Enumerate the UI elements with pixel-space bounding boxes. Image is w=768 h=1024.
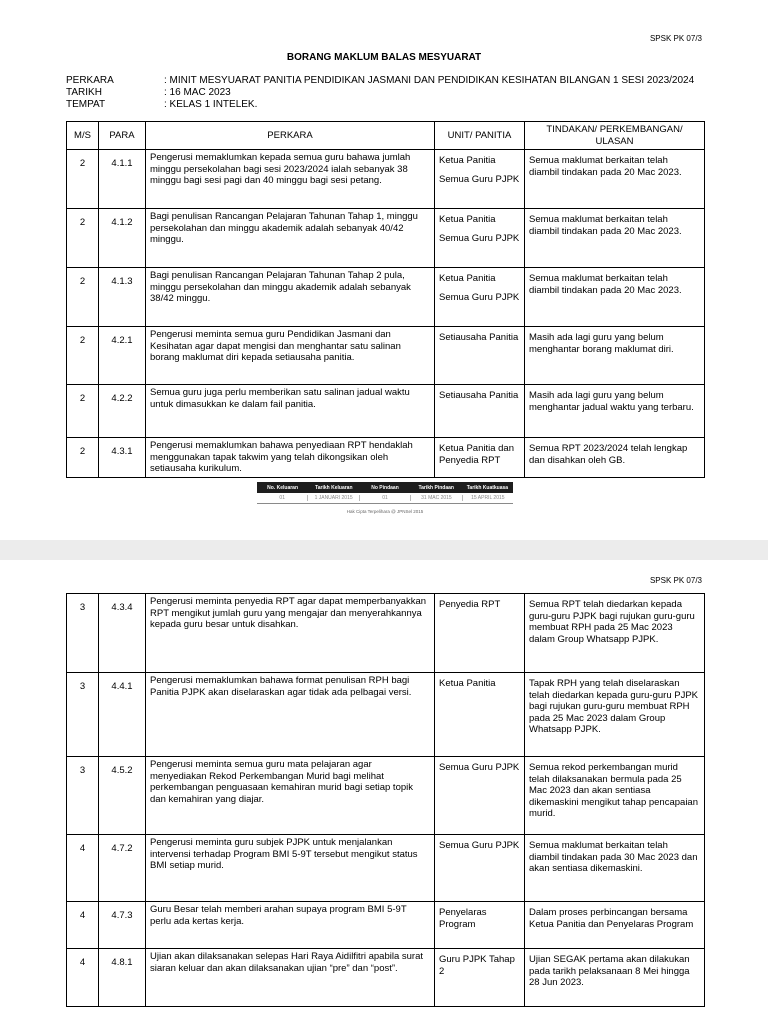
meeting-info-value: : 16 MAC 2023 (164, 87, 231, 98)
cell-tindakan: Semua RPT 2023/2024 telah lengkap dan disahkan oleh GB. (525, 438, 705, 478)
cell-perkara: Guru Besar telah memberi arahan supaya program BMI 5-9T perlu ada kertas kerja. (146, 902, 435, 949)
unit-line: Semua Guru PJPK (439, 762, 520, 773)
doc-control-value: 01 (257, 495, 308, 501)
unit-line: Penyedia RPT (439, 599, 501, 610)
cell-perkara: Bagi penulisan Rancangan Pelajaran Tahunan Tahap 1, minggu persekolahan dan minggu akademik adalah sebanyak 40/42 minggu. (146, 209, 435, 268)
cell-ms: 4 (67, 835, 99, 902)
cell-unit (435, 757, 525, 835)
table-row (67, 150, 705, 209)
table-row (67, 835, 705, 902)
doc-control-header: No. Keluaran (267, 484, 299, 491)
unit-line: Ketua Panitia (439, 678, 496, 689)
cell-ms: 2 (67, 438, 99, 478)
cell-unit (435, 385, 525, 438)
cell-para: 4.7.3 (99, 902, 146, 949)
unit-line: Semua Guru PJPK (439, 173, 520, 185)
doc-control-value: 15 APRIL 2015 (471, 495, 505, 501)
header-perkara: PERKARA (146, 122, 435, 150)
cell-perkara: Semua guru juga perlu memberikan satu salinan jadual waktu untuk dimasukkan ke dalam fail panitia. (146, 385, 435, 438)
page-separator (0, 540, 768, 560)
unit-line: Ketua Panitia (439, 273, 496, 284)
cell-unit (435, 209, 525, 268)
cell-para: 4.2.2 (99, 385, 146, 438)
cell-perkara: Ujian akan dilaksanakan selepas Hari Raya Aidilfitri apabila surat siaran keluar dan akan dilaksanakan ujian “pre” dan “post”. (146, 949, 435, 1007)
form-code: SPSK PK 07/3 (649, 34, 702, 43)
doc-control-header: Tarikh Keluaran (315, 484, 353, 491)
meeting-info-label: TEMPAT (66, 99, 106, 110)
cell-para: 4.1.1 (99, 150, 146, 209)
table-row (67, 902, 705, 949)
header-unit: UNIT/ PANITIA (435, 122, 525, 150)
meeting-info (66, 75, 694, 111)
cell-ms: 2 (67, 385, 99, 438)
cell-tindakan: Masih ada lagi guru yang belum menghantar jadual waktu yang terbaru. (525, 385, 705, 438)
cell-perkara: Pengerusi memaklumkan bahawa penyediaan RPT hendaklah menggunakan tapak takwim yang telah dikongsikan oleh setiausaha kurikulum. (146, 438, 435, 478)
cell-para: 4.2.1 (99, 327, 146, 385)
unit-line: Penyelaras Program (439, 907, 487, 930)
unit-line: Setiausaha Panitia (439, 332, 519, 343)
copyright-notice: Hak Cipta Terpelihara @ JPNSel 2015 (346, 509, 424, 514)
cell-perkara: Pengerusi meminta penyedia RPT agar dapat memperbanyakkan RPT mengikut jumlah guru yang mengajar dan menyerahkannya kepada guru besar untuk disahkan. (146, 594, 435, 673)
unit-line: Setiausaha Panitia (439, 390, 519, 401)
cell-ms: 3 (67, 594, 99, 673)
cell-unit (435, 150, 525, 209)
unit-line: Ketua Panitia dan Penyedia RPT (439, 443, 515, 466)
cell-para: 4.8.1 (99, 949, 146, 1007)
cell-unit (435, 949, 525, 1007)
cell-tindakan: Ujian SEGAK pertama akan dilakukan pada tarikh pelaksanaan 8 Mei hingga 28 Jun 2023. (525, 949, 705, 1007)
unit-line: Semua Guru PJPK (439, 840, 520, 851)
document-title: BORANG MAKLUM BALAS MESYUARAT (286, 52, 482, 63)
unit-line: Guru PJPK Tahap 2 (439, 954, 515, 977)
doc-control-value: 1 JANUARI 2015 (308, 495, 359, 501)
cell-para: 4.3.4 (99, 594, 146, 673)
cell-tindakan: Semua rekod perkembangan murid telah dilaksanakan bermula pada 25 Mac 2023 dan akan sentiasa dikemaskini mengikut tahap pencapaian murid. (525, 757, 705, 835)
cell-para: 4.3.1 (99, 438, 146, 478)
meeting-info-row (66, 87, 694, 99)
document-page-2 (0, 560, 768, 1024)
unit-line: Semua Guru PJPK (439, 291, 520, 303)
cell-ms: 3 (67, 757, 99, 835)
unit-line: Semua Guru PJPK (439, 232, 520, 244)
doc-control-header: Tarikh Kuatkuasa (466, 484, 509, 491)
cell-perkara: Pengerusi memaklumkan bahawa format penulisan RPH bagi Panitia PJPK akan diselaraskan agar tidak ada pelbagai versi. (146, 673, 435, 757)
cell-ms: 2 (67, 327, 99, 385)
cell-tindakan: Semua maklumat berkaitan telah diambil tindakan pada 20 Mac 2023. (525, 268, 705, 327)
cell-ms: 4 (67, 949, 99, 1007)
cell-para: 4.4.1 (99, 673, 146, 757)
cell-para: 4.1.2 (99, 209, 146, 268)
cell-tindakan: Dalam proses perbincangan bersama Ketua Panitia dan Penyelaras Program (525, 902, 705, 949)
table-row (67, 268, 705, 327)
table-row (67, 594, 705, 673)
meeting-info-label: TARIKH (66, 87, 102, 98)
cell-tindakan: Semua RPT telah diedarkan kepada guru-guru PJPK bagi rujukan guru-guru membuat RPH pada 25 Mac 2023 dalam Group Whatsapp PJPK. (525, 594, 705, 673)
doc-control-header: Tarikh Pindaan (418, 484, 454, 491)
meeting-info-row (66, 99, 694, 111)
cell-unit (435, 594, 525, 673)
cell-unit (435, 327, 525, 385)
table-row (67, 673, 705, 757)
header-ms: M/S (67, 122, 99, 150)
cell-ms: 2 (67, 209, 99, 268)
cell-perkara: Pengerusi meminta semua guru mata pelajaran agar menyediakan Rekod Perkembangan Murid bagi melihat perkembangan penguasaan kemahiran murid bagi setiap topik dan kemahiran yang diajar. (146, 757, 435, 835)
cell-unit (435, 268, 525, 327)
cell-ms: 2 (67, 150, 99, 209)
cell-unit (435, 438, 525, 478)
header-tindakan: TINDAKAN/ PERKEMBANGAN/ ULASAN (525, 122, 705, 150)
cell-ms: 3 (67, 673, 99, 757)
cell-perkara: Pengerusi meminta semua guru Pendidikan Jasmani dan Kesihatan agar dapat mengisi dan menghantar satu salinan borang maklumat diri kepada setiausaha panitia. (146, 327, 435, 385)
cell-tindakan: Semua maklumat berkaitan telah diambil tindakan pada 20 Mac 2023. (525, 150, 705, 209)
cell-tindakan: Semua maklumat berkaitan telah diambil tindakan pada 20 Mac 2023. (525, 209, 705, 268)
cell-tindakan: Masih ada lagi guru yang belum menghantar borang maklumat diri. (525, 327, 705, 385)
minutes-table-page-1 (66, 121, 705, 478)
form-code: SPSK PK 07/3 (649, 576, 702, 585)
cell-unit (435, 902, 525, 949)
cell-perkara: Pengerusi meminta guru subjek PJPK untuk menjalankan intervensi terhadap Program BMI 5-9T tersebut mengikut status BMI setiap murid. (146, 835, 435, 902)
table-row (67, 949, 705, 1007)
cell-ms: 4 (67, 902, 99, 949)
document-control-box (257, 482, 513, 504)
cell-para: 4.7.2 (99, 835, 146, 902)
cell-perkara: Bagi penulisan Rancangan Pelajaran Tahunan Tahap 2 pula, minggu persekolahan dan minggu akademik adalah sebanyak 38/42 minggu. (146, 268, 435, 327)
doc-control-value: 31 MAC 2015 (411, 495, 462, 501)
table-row (67, 438, 705, 478)
cell-unit (435, 835, 525, 902)
cell-para: 4.5.2 (99, 757, 146, 835)
meeting-info-row (66, 75, 694, 87)
meeting-info-value: : KELAS 1 INTELEK. (164, 99, 258, 110)
meeting-info-value: : MINIT MESYUARAT PANITIA PENDIDIKAN JASMANI DAN PENDIDIKAN KESIHATAN BILANGAN 1 SESI 2023/2024 (164, 75, 695, 86)
cell-ms: 2 (67, 268, 99, 327)
cell-perkara: Pengerusi memaklumkan kepada semua guru bahawa jumlah minggu persekolahan bagi sesi 2023/2024 ialah sebanyak 38 minggu bagi sesi pagi dan 40 minggu bagi sesi petang. (146, 150, 435, 209)
minutes-table-page-2 (66, 593, 705, 1007)
cell-unit (435, 673, 525, 757)
table-row (67, 209, 705, 268)
table-row (67, 757, 705, 835)
table-row (67, 385, 705, 438)
cell-tindakan: Tapak RPH yang telah diselaraskan telah diedarkan kepada guru-guru PJPK bagi rujukan guru-guru membuat RPH pada 25 Mac 2023 dalam Group Whatsapp PJPK. (525, 673, 705, 757)
table-row (67, 327, 705, 385)
cell-tindakan: Semua maklumat berkaitan telah diambil tindakan pada 30 Mac 2023 dan akan sentiasa dikemaskini. (525, 835, 705, 902)
cell-para: 4.1.3 (99, 268, 146, 327)
doc-control-header: No Pindaan (371, 484, 399, 491)
unit-line: Ketua Panitia (439, 155, 496, 166)
meeting-info-label: PERKARA (66, 75, 114, 86)
doc-control-value: 01 (360, 495, 411, 501)
header-para: PARA (99, 122, 146, 150)
table-header-row (67, 122, 705, 150)
unit-line: Ketua Panitia (439, 214, 496, 225)
